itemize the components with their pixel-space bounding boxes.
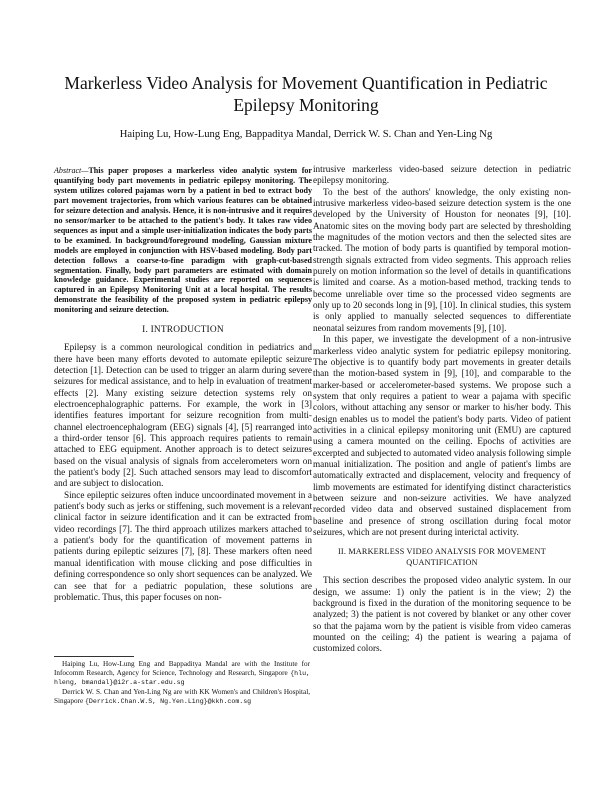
email-address: {Derrick.Chan.W.S, Ng.Yen.Ling}@kkh.com.sg [84, 697, 252, 705]
paper-title: Markerless Video Analysis for Movement Quantification in Pediatric Epilepsy Monitoring [64, 73, 548, 115]
footnote-paragraph [54, 660, 310, 688]
footnote-paragraph [54, 688, 310, 706]
author-list: Haiping Lu, How-Lung Eng, Bappaditya Mandal, Derrick W. S. Chan and Yen-Ling Ng [119, 129, 493, 140]
body-paragraph: Epilepsy is a common neurological condition in pediatrics and there have been many efforts devoted to automate epileptic seizure detection [1]. Detection can be used to trigger an alarm during severe seizures for medical assistance, and to help in evaluation of treatment effects [2]. Many existing seizure detection systems rely on electroencephalographic patterns. For example, the work in [3] identifies features important for seizure recognition from multi-channel electroencephalogram (EEG) signals [4], [5] rearranged into a third-order tensor [6]. This approach requires patients to remain attached to EEG equipment. Another approach is to detect seizures based on the visual analysis of signals from accelerometers worn on the patient's body [2]. Such attached sensors may lead to discomfort and are subject to dislocation. [54, 342, 312, 489]
section-heading-line: II. MARKERLESS VIDEO ANALYSIS FOR MOVEMENT [337, 547, 547, 557]
right-column [313, 164, 571, 655]
body-paragraph: To the best of the authors' knowledge, the only existing non-intrusive markerless video-based seizure detection system is the one developed by the University of Houston for neonates [9], [10]. Anatomic sites on the moving body part are selected by thresholding the magnitudes of the motion vectors and then the selected sites are tracked. The motion of body parts is quantified by temporal motion-strength signals extracted from video segments. This approach relies purely on motion information so the level of details in quantifications is limited and coarse. As a motion-based method, tracking tends to become unreliable over time so the processed video segments are only up to 20 seconds long in [9], [10]. In clinical studies, this system is only applied to manually selected sequences to differentiate neonatal seizures from random movements [9], [10]. [313, 186, 571, 333]
abstract-text: This paper proposes a markerless video analytic system for quantifying body part movements in pediatric epilepsy monitoring. The system utilizes colored pajamas worn by a patient in bed to extract body part movement trajectories, from which various features can be obtained for seizure detection and analysis. Hence, it is non-intrusive and it requires no sensor/marker to be attached to the patient's body. It takes raw video sequences as input and a simple user-initialization indicates the body parts to be examined. In background/foreground modeling, Gaussian mixture models are employed in conjunction with HSV-based modeling. Body part detection follows a coarse-to-fine paradigm with graph-cut-based segmentation. Finally, body part parameters are estimated with domain knowledge guidance. Experimental studies are reported on sequences captured in an Epilepsy Monitoring Unit at a local hospital. The results demonstrate the feasibility of the proposed system in pediatric epilepsy monitoring and seizure detection. [54, 166, 312, 315]
footnote-text: Haiping Lu, How-Lung Eng and Bappaditya Mandal are with the Institute for Infocomm Research, Agency for Science, Technology and Research, Singapore [54, 660, 310, 677]
section-heading-line: QUANTIFICATION [406, 558, 478, 568]
footnote-rule [54, 656, 134, 657]
section-heading-introduction: I. INTRODUCTION [142, 325, 224, 336]
footnote-text: Derrick W. S. Chan and Yen-Ling Ng are with KK Women's and Children's Hospital, Singapore [54, 688, 310, 705]
email-address: {hlu, hleng, bmandal}@i2r.a-star.edu.sg [54, 669, 310, 687]
body-paragraph: Since epileptic seizures often induce uncoordinated movement in a patient's body such as jerks or stiffening, such movement is a relevant clinical factor in seizure identification and it can be extracted from video recordings [7]. The third approach utilizes markers attached to a patient's body for the quantification of movement patterns in patients during epileptic seizures [7], [8]. These markers often need manual identification with mouse clicking and pose difficulties in defining correspondence so only short sequences can be analyzed. We can see that for a pediatric population, these solutions are problematic. Thus, this paper focuses on non- [54, 489, 312, 602]
abstract [54, 166, 312, 315]
section-heading-method [313, 546, 571, 568]
affiliation-footnote [54, 660, 310, 707]
body-paragraph: This section describes the proposed video analytic system. In our design, we assume: 1) only the patient is in the view; 2) the background is fixed in the duration of the monitoring sequence to be analyzed; 3) the patient is not covered by blanket or any other cover so that the pajama worn by the patient is visible from video cameras mounted on the ceiling; 4) the patient is wearing a pajama of customized colors. [313, 575, 571, 654]
body-paragraph: In this paper, we investigate the development of a non-intrusive markerless video analytic system for pediatric epilepsy monitoring. The objective is to quantify body part movements in greater details than the motion-based system in [9], [10], and comparable to the marker-based or accelerometer-based systems. We propose such a system that only requires a patient to wear a pajama with specific colors, without attaching any sensor or marker to his/her body. This design enables us to model the patient's body parts. Video of patient activities in a clinical epilepsy monitoring unit (EMU) are captured using a camera mounted on the ceiling. Epochs of activities are excerpted and subjected to automated video analysis following simple manual initialization. The position and angle of patient's limbs are automatically extracted and displacement, velocity and frequency of limb movements are estimated for identifying distinct characteristics between seizure and non-seizure activities. We have analyzed recorded video data and observed sustained displacement from baseline and presence of strong oscillation during focal motor seizures, which are not present during interictal activity. [313, 334, 571, 537]
left-column [54, 166, 312, 603]
abstract-label: Abstract— [54, 166, 89, 175]
body-paragraph: intrusive markerless video-based seizure detection in pediatric epilepsy monitoring. [313, 164, 571, 186]
